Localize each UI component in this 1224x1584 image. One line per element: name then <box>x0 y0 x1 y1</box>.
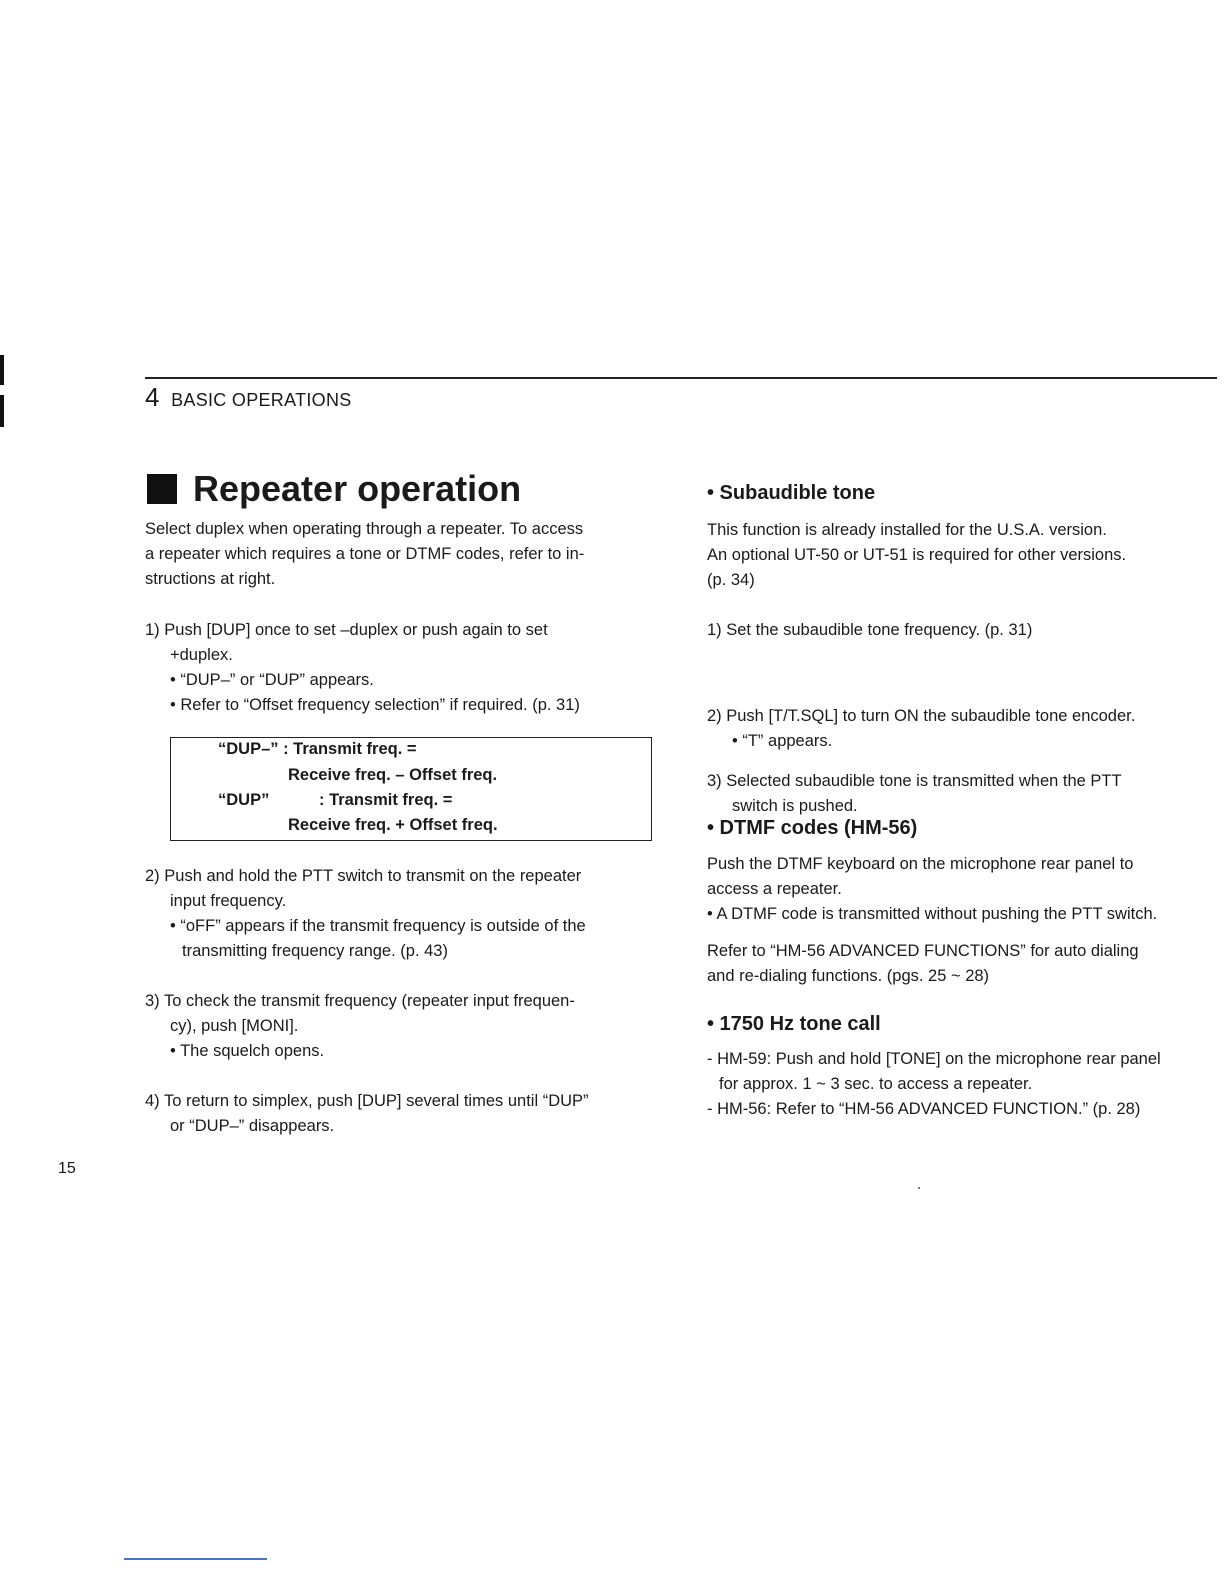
formula-line: “DUP” <box>218 791 270 809</box>
step-text: or “DUP–” disappears. <box>170 1117 335 1135</box>
square-bullet-icon <box>147 474 177 504</box>
subaudible-step-2-list <box>707 704 1217 754</box>
para-line: (p. 34) <box>707 571 755 589</box>
para-line: - HM-56: Refer to “HM-56 ADVANCED FUNCTION.” (p. 28) <box>707 1100 1141 1118</box>
subaudible-step-3 <box>707 769 1217 819</box>
formula-box <box>170 737 652 841</box>
para-line: and re-dialing functions. (pgs. 25 ~ 28) <box>707 967 990 985</box>
step-bullet: • Refer to “Offset frequency selection” if required. (p. 31) <box>170 696 580 714</box>
para-line: - HM-59: Push and hold [TONE] on the microphone rear panel <box>707 1050 1161 1068</box>
step-number: 1) <box>145 621 160 639</box>
step-text: 3) Selected subaudible tone is transmitted when the PTT <box>707 772 1122 790</box>
dtmf-paragraph-2 <box>707 939 1217 989</box>
step-number: 4) <box>145 1092 160 1110</box>
para-line: for approx. 1 ~ 3 sec. to access a repeater. <box>719 1075 1033 1093</box>
formula-line: : Transmit freq. = <box>319 791 453 809</box>
step-number: 3) <box>145 992 160 1010</box>
step-text: Push [DUP] once to set –duplex or push again to set <box>164 621 548 639</box>
step-4 <box>145 1089 655 1139</box>
intro-line: Select duplex when operating through a repeater. To access <box>145 520 584 538</box>
dtmf-heading: • DTMF codes (HM-56) <box>707 817 918 839</box>
para-line: • A DTMF code is transmitted without pushing the PTT switch. <box>707 905 1158 923</box>
bottom-line <box>124 1558 267 1560</box>
step-text: To check the transmit frequency (repeater input frequen- <box>163 992 575 1010</box>
formula-line: Receive freq. + Offset freq. <box>288 816 498 834</box>
step-text: 2) Push [T/T.SQL] to turn ON the subaudible tone encoder. <box>707 707 1136 725</box>
subaudible-step-1: 1) Set the subaudible tone frequency. (p. 31) <box>707 621 1033 639</box>
edge-mark-bottom <box>0 395 4 427</box>
step-2 <box>145 864 655 964</box>
step-3 <box>145 989 655 1064</box>
intro-line: structions at right. <box>145 570 276 588</box>
step-number: 2) <box>145 867 160 885</box>
chapter-header <box>145 382 352 413</box>
step-text: +duplex. <box>170 646 233 664</box>
para-line: Push the DTMF keyboard on the microphone rear panel to <box>707 855 1134 873</box>
step-bullet: • “oFF” appears if the transmit frequency is outside of the <box>170 917 586 935</box>
header-rule <box>145 377 1217 379</box>
edge-mark-top <box>0 355 4 385</box>
para-line: Refer to “HM-56 ADVANCED FUNCTIONS” for auto dialing <box>707 942 1139 960</box>
section-title <box>147 468 521 510</box>
tonecall-paragraph <box>707 1047 1217 1122</box>
formula-line: “DUP–” : Transmit freq. = <box>218 740 417 758</box>
step-text: To return to simplex, push [DUP] several times until “DUP” <box>163 1092 589 1110</box>
para-line: access a repeater. <box>707 880 842 898</box>
section-title-text: Repeater operation <box>193 468 522 509</box>
formula-line: Receive freq. – Offset freq. <box>288 766 498 784</box>
step-text: switch is pushed. <box>732 797 858 815</box>
step-bullet: transmitting frequency range. (p. 43) <box>182 942 448 960</box>
page-number: 15 <box>58 1160 76 1177</box>
step-text: Push and hold the PTT switch to transmit on the repeater <box>164 867 582 885</box>
intro-line: a repeater which requires a tone or DTMF codes, refer to in- <box>145 545 585 563</box>
intro-paragraph <box>145 517 655 592</box>
step-bullet: • The squelch opens. <box>170 1042 325 1060</box>
step-text: input frequency. <box>170 892 287 910</box>
step-bullet: • “T” appears. <box>732 732 833 750</box>
speck <box>918 1187 920 1189</box>
step-text: cy), push [MONI]. <box>170 1017 299 1035</box>
subaudible-paragraph <box>707 518 1217 593</box>
chapter-number: 4 <box>145 382 160 412</box>
step-bullet: • “DUP–” or “DUP” appears. <box>170 671 374 689</box>
para-line: This function is already installed for the U.S.A. version. <box>707 521 1107 539</box>
tonecall-heading: • 1750 Hz tone call <box>707 1013 881 1035</box>
dtmf-paragraph <box>707 852 1217 927</box>
chapter-title: BASIC OPERATIONS <box>171 390 352 410</box>
para-line: An optional UT-50 or UT-51 is required for other versions. <box>707 546 1127 564</box>
subaudible-heading: • Subaudible tone <box>707 482 876 504</box>
step-1 <box>145 618 655 718</box>
